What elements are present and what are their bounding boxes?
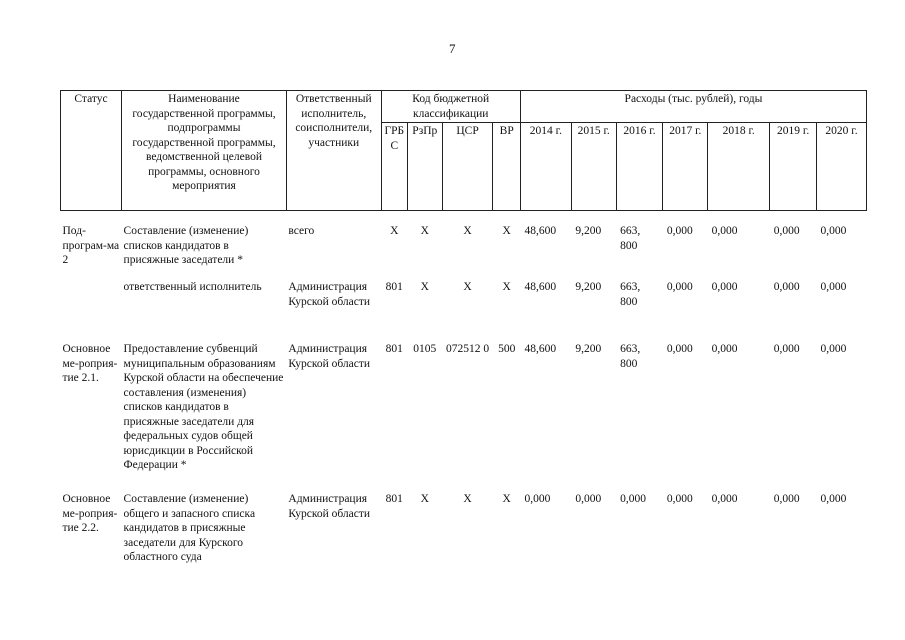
row-vr: Х — [502, 225, 511, 237]
row-grbs: 801 — [385, 493, 403, 505]
row-value: 0,000 — [666, 281, 693, 293]
row-value: 0,000 — [666, 493, 693, 505]
page-number: 7 — [449, 41, 456, 56]
row-value: 48,600 — [524, 281, 557, 293]
row-value: 0,000 — [711, 225, 738, 237]
row-csr: Х — [463, 225, 472, 237]
row-value: 0,000 — [820, 281, 847, 293]
header-csr: ЦСР — [442, 123, 493, 211]
row-status — [61, 276, 122, 338]
row-value: 9,200 — [575, 343, 602, 355]
table-row — [61, 488, 867, 568]
row-rzpr: Х — [420, 493, 429, 505]
header-year: 2017 г. — [663, 123, 708, 211]
row-value: 663, 800 — [620, 343, 641, 370]
header-year: 2016 г. — [616, 123, 663, 211]
row-csr: Х — [463, 493, 472, 505]
row-responsible: всего — [288, 225, 315, 237]
row-value: 0,000 — [773, 281, 800, 293]
row-value: 0,000 — [773, 225, 800, 237]
header-year: 2019 г. — [770, 123, 817, 211]
row-value: 0,000 — [711, 493, 738, 505]
row-csr: 072512 0 — [445, 343, 490, 355]
table-row — [61, 220, 867, 276]
row-status: Под-програм-ма 2 — [62, 225, 120, 266]
row-name: Составление (изменение) списков кандидатов в присяжные заседатели * — [123, 225, 249, 266]
row-value: 663, 800 — [620, 281, 641, 308]
row-rzpr: 0105 — [413, 343, 437, 355]
row-rzpr: Х — [420, 225, 429, 237]
row-responsible: Администрация Курской области — [288, 343, 371, 370]
row-csr: Х — [463, 281, 472, 293]
row-value: 0,000 — [524, 493, 551, 505]
row-value: 663, 800 — [620, 225, 641, 252]
row-rzpr: Х — [420, 281, 429, 293]
header-year: 2018 г. — [708, 123, 770, 211]
row-responsible: Администрация Курской области — [288, 281, 371, 308]
table-row — [61, 276, 867, 338]
header-rzpr: РзПр — [408, 123, 443, 211]
row-value: 0,000 — [773, 343, 800, 355]
row-name: ответственный исполнитель — [123, 281, 262, 293]
header-status: Статус — [61, 91, 122, 211]
row-name: Предоставление субвенций муниципальным образованиям Курской области на обеспечение составления (изменения) списков кандидатов в присяжные заседатели для федеральных судов общей юрисдикции в Российской Федерации * — [123, 343, 284, 471]
row-value: 0,000 — [820, 225, 847, 237]
row-value: 0,000 — [820, 343, 847, 355]
header-year: 2020 г. — [817, 123, 867, 211]
row-vr: Х — [502, 281, 511, 293]
row-value: 9,200 — [575, 281, 602, 293]
row-vr: 500 — [498, 343, 516, 355]
header-grbs: ГРБС — [381, 123, 407, 211]
header-name: Наименование государственной программы, подпрограммы государственной программы, ведомственной целевой программы, основного мероприятия — [122, 91, 287, 211]
row-value: 0,000 — [666, 343, 693, 355]
row-responsible: Администрация Курской области — [288, 493, 371, 520]
row-grbs: Х — [390, 225, 399, 237]
row-name: Составление (изменение) общего и запасного списка кандидатов в присяжные заседатели для Курского областного суда — [123, 493, 256, 563]
row-grbs: 801 — [385, 281, 403, 293]
table-row — [61, 338, 867, 488]
header-responsible: Ответственный исполнитель, соисполнители, участники — [286, 91, 381, 211]
row-value: 48,600 — [524, 225, 557, 237]
row-value: 0,000 — [820, 493, 847, 505]
header-year: 2015 г. — [571, 123, 616, 211]
header-expenses: Расходы (тыс. рублей), годы — [520, 91, 866, 123]
row-value: 0,000 — [711, 281, 738, 293]
row-value: 0,000 — [711, 343, 738, 355]
program-expenses-table — [60, 90, 867, 568]
row-status: Основное ме-роприя-тие 2.1. — [62, 343, 118, 384]
row-vr: Х — [502, 493, 511, 505]
row-value: 0,000 — [666, 225, 693, 237]
row-status: Основное ме-роприя-тие 2.2. — [62, 493, 118, 534]
header-vr: ВР — [493, 123, 520, 211]
row-value: 0,000 — [773, 493, 800, 505]
row-value: 0,000 — [575, 493, 602, 505]
header-budget-code: Код бюджетной классификации — [381, 91, 520, 123]
header-year: 2014 г. — [520, 123, 571, 211]
row-value: 0,000 — [620, 493, 646, 505]
row-value: 9,200 — [575, 225, 602, 237]
row-value: 48,600 — [524, 343, 557, 355]
row-grbs: 801 — [385, 343, 403, 355]
